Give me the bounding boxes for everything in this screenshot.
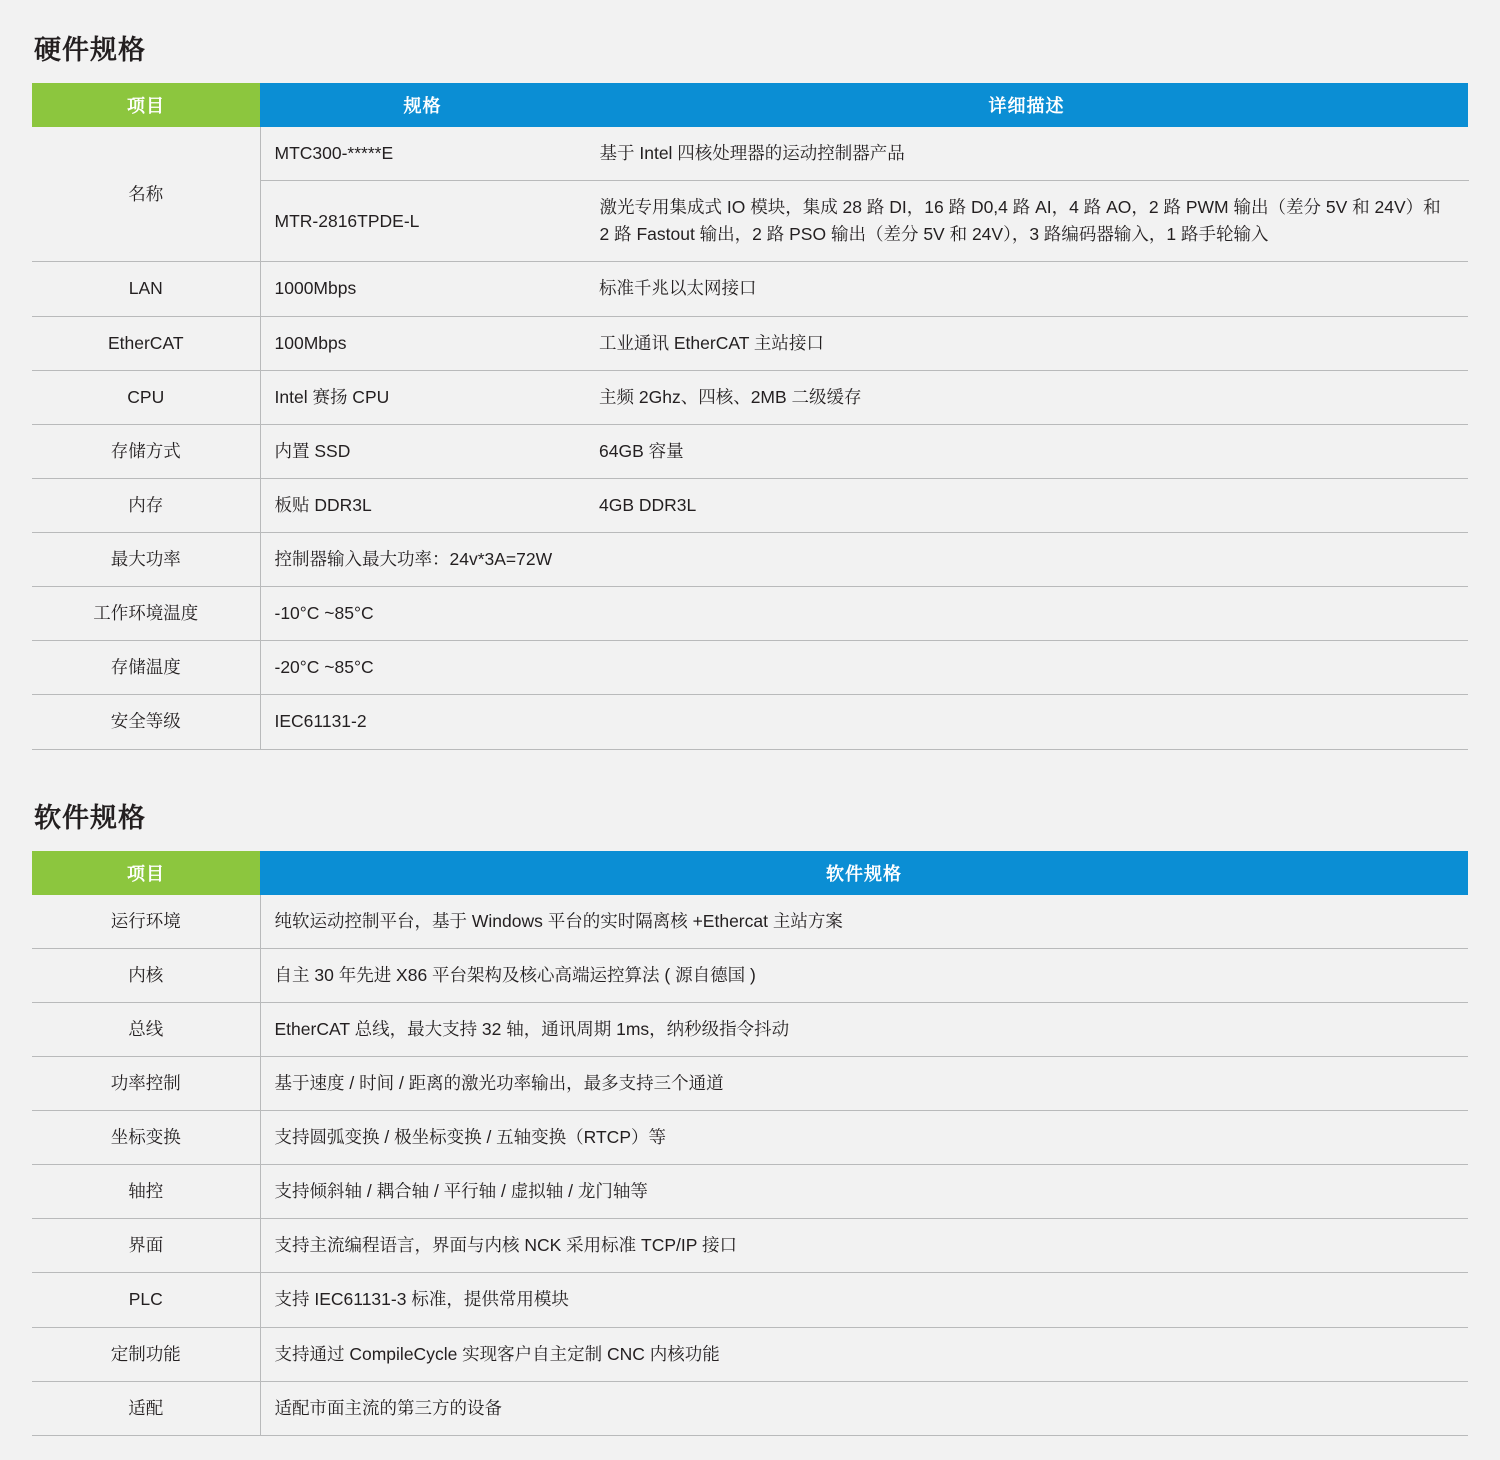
software-spec-table: [32, 851, 1468, 1436]
hardware-row-desc-memory: 4GB DDR3L: [585, 478, 1468, 532]
hardware-spec-table: [32, 83, 1468, 750]
software-row-label-compatibility: 适配: [32, 1381, 260, 1435]
hardware-row-spec-ethercat: 100Mbps: [260, 316, 585, 370]
table-row: [32, 316, 1468, 370]
software-row-spec-axis-control: 支持倾斜轴 / 耦合轴 / 平行轴 / 虚拟轴 / 龙门轴等: [260, 1165, 1468, 1219]
software-row-label-bus: 总线: [32, 1002, 260, 1056]
hardware-header-spec: 规格: [260, 83, 585, 127]
software-row-label-plc: PLC: [32, 1273, 260, 1327]
hardware-row-label-max-power: 最大功率: [32, 533, 260, 587]
hardware-row-spec-memory: 板贴 DDR3L: [260, 478, 585, 532]
table-row: [32, 1273, 1468, 1327]
table-row: [32, 127, 1468, 262]
hardware-table-header: [32, 83, 1468, 127]
table-row: [32, 533, 1468, 587]
software-row-spec-power-control: 基于速度 / 时间 / 距离的激光功率输出，最多支持三个通道: [260, 1056, 1468, 1110]
hardware-row-label-lan: LAN: [32, 262, 260, 316]
hardware-name-sub-spec-2: MTR-2816TPDE-L: [261, 181, 586, 262]
software-row-label-customization: 定制功能: [32, 1327, 260, 1381]
table-row: [32, 1165, 1468, 1219]
hardware-header-item: 项目: [32, 83, 260, 127]
hardware-row-desc-ethercat: 工业通讯 EtherCAT 主站接口: [585, 316, 1468, 370]
software-row-label-kernel: 内核: [32, 948, 260, 1002]
hardware-section-title: 硬件规格: [34, 35, 146, 65]
software-row-spec-kernel: 自主 30 年先进 X86 平台架构及核心高端运控算法 ( 源自德国 ): [260, 948, 1468, 1002]
table-row: [32, 895, 1468, 949]
software-row-spec-plc: 支持 IEC61131-3 标准，提供常用模块: [260, 1273, 1468, 1327]
software-row-spec-customization: 支持通过 CompileCycle 实现客户自主定制 CNC 内核功能: [260, 1327, 1468, 1381]
bottom-spacer: [32, 1436, 1468, 1460]
hardware-row-spec-safety-level: IEC61131-2: [260, 695, 1468, 749]
hardware-header-desc: 详细描述: [585, 83, 1468, 127]
hardware-row-desc-lan: 标准千兆以太网接口: [585, 262, 1468, 316]
table-row: [32, 262, 1468, 316]
hardware-row-label-storage-temp: 存储温度: [32, 641, 260, 695]
software-section-title: 软件规格: [34, 802, 146, 833]
software-table-body: [32, 895, 1468, 1436]
hardware-name-sub-spec-1: MTC300-*****E: [261, 127, 586, 181]
hardware-name-subtable: [261, 127, 1469, 261]
hardware-row-desc-cpu: 主频 2Ghz、四核、2MB 二级缓存: [585, 370, 1468, 424]
hardware-name-subtable-holder: [260, 127, 1468, 262]
hardware-row-label-cpu: CPU: [32, 370, 260, 424]
hardware-row-spec-lan: 1000Mbps: [260, 262, 585, 316]
hardware-row-spec-cpu: Intel 赛扬 CPU: [260, 370, 585, 424]
table-row: [32, 370, 1468, 424]
software-row-label-axis-control: 轴控: [32, 1165, 260, 1219]
hardware-row-label-safety-level: 安全等级: [32, 695, 260, 749]
hardware-row-spec-storage-temp: -20°C ~85°C: [260, 641, 1468, 695]
hardware-row-desc-storage: 64GB 容量: [585, 424, 1468, 478]
software-row-label-power-control: 功率控制: [32, 1056, 260, 1110]
table-row: [261, 181, 1469, 262]
software-row-spec-bus: EtherCAT 总线，最大支持 32 轴，通讯周期 1ms，纳秒级指令抖动: [260, 1002, 1468, 1056]
table-row: [32, 1002, 1468, 1056]
table-row: [32, 424, 1468, 478]
hardware-row-label-name: 名称: [32, 127, 260, 262]
software-row-spec-compatibility: 适配市面主流的第三方的设备: [260, 1381, 1468, 1435]
software-header-spec: 软件规格: [260, 851, 1468, 895]
table-row: [32, 695, 1468, 749]
hardware-row-label-storage: 存储方式: [32, 424, 260, 478]
software-row-label-interface: 界面: [32, 1219, 260, 1273]
software-row-spec-interface: 支持主流编程语言，界面与内核 NCK 采用标准 TCP/IP 接口: [260, 1219, 1468, 1273]
hardware-name-sub-desc-2: 激光专用集成式 IO 模块，集成 28 路 DI，16 路 D0,4 路 AI，4 路 AO，2 路 PWM 输出（差分 5V 和 24V）和 2 路 Fastout 输出，2 路 PSO 输出（差分 5V 和 24V），3 路编码器输入，1 路手轮输入: [586, 181, 1469, 262]
table-row: [32, 478, 1468, 532]
hardware-row-label-ethercat: EtherCAT: [32, 316, 260, 370]
table-row: [32, 1219, 1468, 1273]
software-row-spec-runtime: 纯软运动控制平台，基于 Windows 平台的实时隔离核 +Ethercat 主站方案: [260, 895, 1468, 949]
software-table-header: [32, 851, 1468, 895]
table-row: [32, 587, 1468, 641]
hardware-row-label-operating-temp: 工作环境温度: [32, 587, 260, 641]
hardware-table-body: [32, 127, 1468, 749]
software-header-item: 项目: [32, 851, 260, 895]
table-row: [32, 1381, 1468, 1435]
table-row: [32, 948, 1468, 1002]
software-row-spec-coordinate-transform: 支持圆弧变换 / 极坐标变换 / 五轴变换（RTCP）等: [260, 1111, 1468, 1165]
table-row: [32, 1056, 1468, 1110]
table-row: [32, 1111, 1468, 1165]
software-row-label-coordinate-transform: 坐标变换: [32, 1111, 260, 1165]
table-row: [261, 127, 1469, 181]
hardware-row-label-memory: 内存: [32, 478, 260, 532]
table-row: [32, 641, 1468, 695]
table-row: [32, 1327, 1468, 1381]
hardware-row-spec-operating-temp: -10°C ~85°C: [260, 587, 1468, 641]
hardware-row-spec-max-power: 控制器输入最大功率：24v*3A=72W: [260, 533, 1468, 587]
hardware-name-sub-desc-1: 基于 Intel 四核处理器的运动控制器产品: [586, 127, 1469, 181]
software-row-label-runtime: 运行环境: [32, 895, 260, 949]
hardware-row-spec-storage: 内置 SSD: [260, 424, 585, 478]
